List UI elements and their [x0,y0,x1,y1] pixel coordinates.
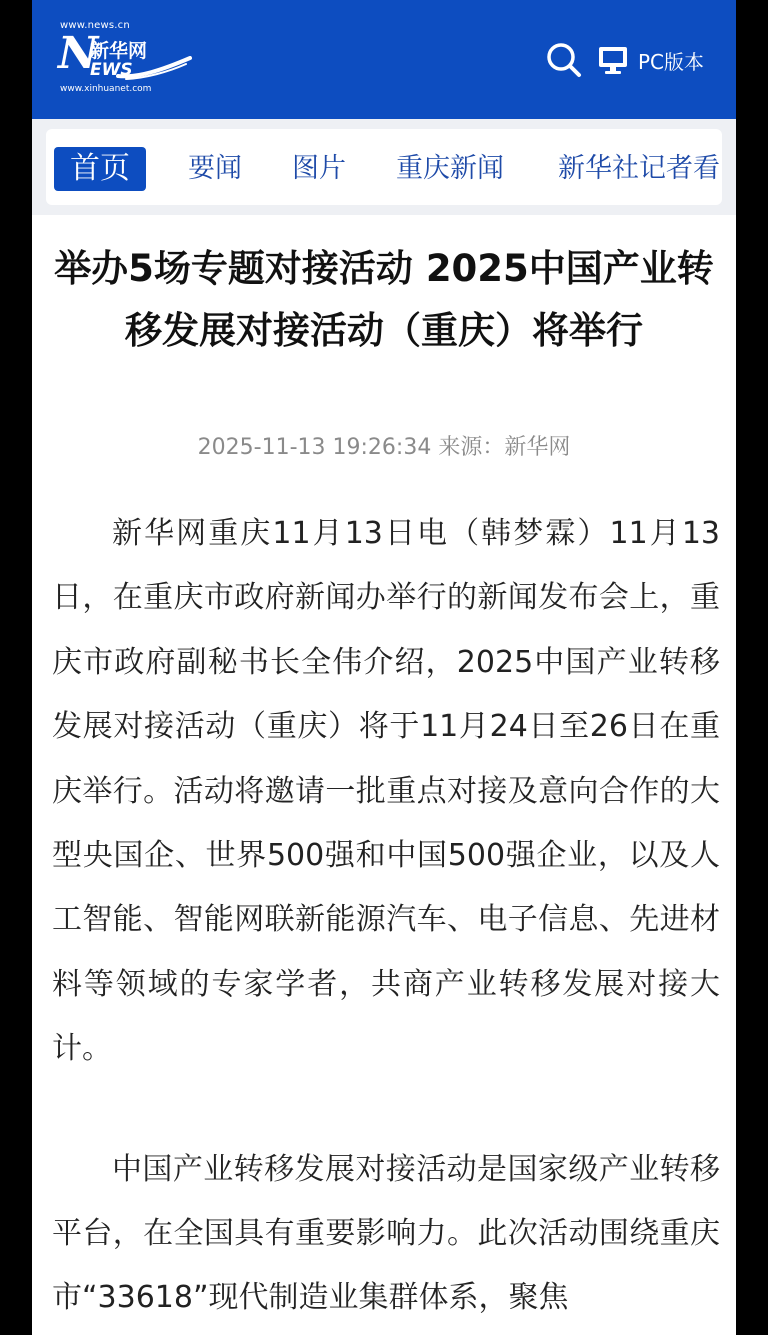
article-paragraph: 中国产业转移发展对接活动是国家级产业转移平台，在全国具有重要影响力。此次活动围绕重庆市“33618”现代制造业集群体系，聚焦 [52,1151,720,1316]
nav-item-photos[interactable]: 图片 [292,153,346,184]
search-button[interactable] [546,42,582,78]
nav-item-reporters[interactable]: 新华社记者看 [558,153,720,184]
logo-letters-ews: EWS [90,60,133,80]
logo-swoosh-icon [116,56,192,80]
logo-brand-name: 新华网 [90,40,148,62]
logo-url-top: www.news.cn [60,20,130,31]
logo-url-bottom: www.xinhuanet.com [60,84,152,94]
nav-item-headlines[interactable]: 要闻 [188,153,242,184]
article-meta: 2025-11-13 19:26:34 来源：新华网 [197,435,571,460]
article-paragraph: 新华网重庆11月13日电（韩梦霖）11月13日，在重庆市政府新闻办举行的新闻发布会上，重庆市政府副秘书长全伟介绍，2025中国产业转移发展对接活动（重庆）将于11月24日至26日在重庆举行。活动将邀请一批重点对接及意向合作的大型央国企、世界500强和中国500强企业，以及人工智能、智能网联新能源汽车、电子信息、先进材料等领域的专家学者，共商产业转移发展对接大计。 [52,516,720,1067]
site-header [32,0,736,119]
article-page [32,0,736,1335]
pc-version-label: PC版本 [638,49,705,74]
nav-item-home[interactable]: 首页 [54,147,146,191]
channel-nav [46,129,722,205]
article-title: 举办5场专题对接活动 2025中国产业转移发展对接活动（重庆）将举行 [54,247,714,352]
logo-letter-n: N [58,28,99,79]
search-icon [546,42,582,78]
monitor-icon [596,43,630,77]
xinhua-logo[interactable] [58,20,168,98]
article-body [52,502,720,1331]
nav-item-chongqing-news[interactable]: 重庆新闻 [396,153,504,184]
channel-nav-bar [32,119,736,215]
pc-version-button[interactable] [596,40,704,80]
